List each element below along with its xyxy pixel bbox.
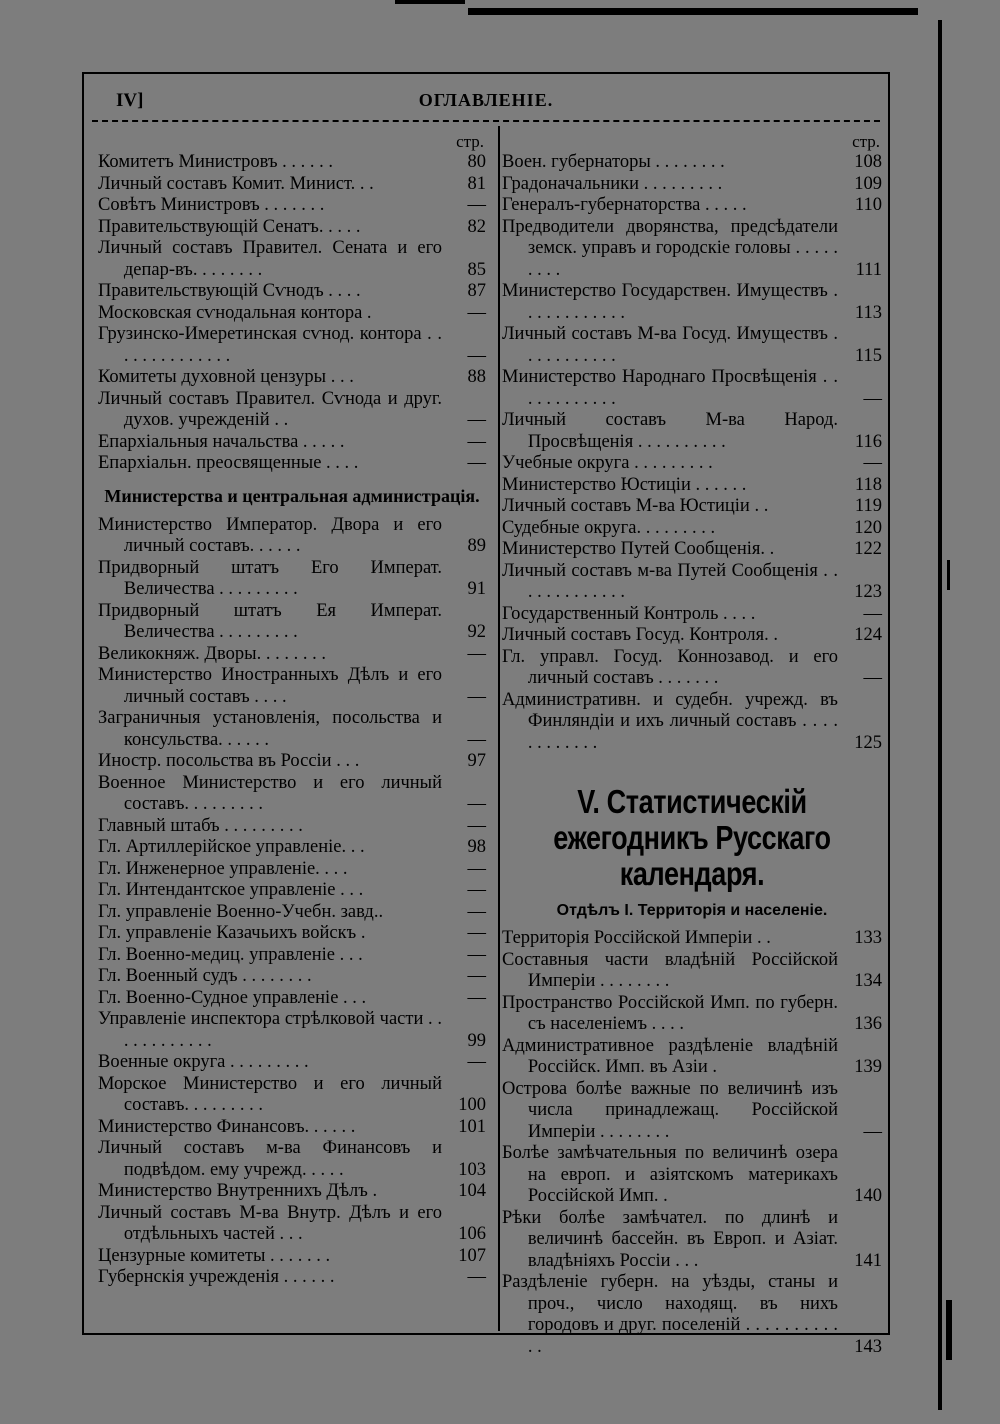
toc-entry-page: 141 [854, 1250, 882, 1271]
toc-entry-page: 125 [854, 732, 882, 753]
toc-entry [502, 561, 882, 604]
toc-entry [502, 410, 882, 453]
toc-entry [98, 859, 486, 881]
toc-entry-page: 81 [467, 173, 486, 194]
column-divider [498, 126, 500, 1331]
toc-entry-page: — [467, 453, 486, 473]
toc-entry [98, 816, 486, 838]
toc-entry-title: Епархіальныя начальства . . . . . [98, 431, 345, 452]
page-edge-mark [947, 560, 950, 590]
toc-entry-page: 80 [467, 152, 486, 172]
toc-entry-title: Правительствующій Сѵнодъ . . . . [98, 281, 361, 301]
toc-entry-page: 143 [854, 1336, 882, 1357]
toc-entry-page: 111 [855, 259, 882, 280]
toc-entry-page: — [467, 880, 486, 900]
toc-entry [98, 923, 486, 945]
toc-entry [98, 432, 486, 454]
toc-entry-page: 89 [467, 536, 486, 556]
page-edge-mark [946, 1300, 952, 1360]
toc-entry-page: 98 [467, 837, 486, 857]
toc-entry-title: Раздѣленіе губерн. на уѣзды, станы и проч., число находящ. въ нихъ городовъ и друг. поселеній . . . . . . . . . . . . [502, 1272, 838, 1357]
toc-entry-page: 136 [854, 1014, 882, 1034]
toc-entry-title: Министерство Юстиціи . . . . . . [502, 474, 747, 495]
toc-entry [98, 1138, 486, 1181]
toc-entry [98, 367, 486, 389]
toc-entry-title: Министерство Финансовъ. . . . . . [98, 1116, 356, 1137]
toc-entry-title: Губернскія учрежденія . . . . . . [98, 1267, 335, 1287]
toc-entry-page: — [863, 388, 882, 409]
toc-entry-page: 123 [854, 582, 882, 602]
toc-entry-page: 104 [458, 1181, 486, 1201]
toc-entry-title: Придворный штатъ Ея Императ. Величества . . . . . . . . . [98, 600, 442, 642]
toc-entry-page: 99 [467, 1030, 486, 1051]
toc-entry [502, 496, 882, 518]
toc-entry [98, 238, 486, 281]
toc-entry-page: — [467, 794, 486, 814]
toc-entry-page: — [467, 987, 486, 1008]
toc-entry [98, 945, 486, 967]
toc-entry-title: Гл. Инженерное управленіе. . . . [98, 858, 348, 879]
toc-entry-title: Гл. Интендантское управленіе . . . [98, 880, 364, 900]
toc-entry-page: — [467, 195, 486, 215]
toc-entry [98, 1117, 486, 1139]
toc-entry [502, 367, 882, 410]
toc-entry [98, 515, 486, 558]
toc-entry-page: 100 [458, 1095, 486, 1115]
toc-entry-page: — [863, 603, 882, 624]
page-number: IV] [116, 90, 144, 111]
toc-entry [98, 966, 486, 988]
toc-entry [98, 880, 486, 902]
toc-entry-title: Предводители дворянства, предсѣдатели земск. управъ и городскіе головы . . . . . . . . . [502, 216, 838, 280]
toc-entry-title: Министерство Государствен. Имуществъ . . . . . . . . . . . . [502, 281, 838, 323]
toc-entry-page: 82 [467, 216, 486, 237]
toc-entry [502, 539, 882, 561]
toc-entry [502, 647, 882, 690]
toc-entry [98, 751, 486, 773]
toc-entry [98, 174, 486, 196]
toc-entry-page: — [863, 453, 882, 473]
toc-entry-page: 113 [854, 302, 882, 323]
toc-entry [502, 625, 882, 647]
toc-entry-title: Гл. Военный судъ . . . . . . . . [98, 966, 312, 986]
toc-entry-title: Военное Министерство и его личный составъ. . . . . . . . . [98, 772, 442, 814]
toc-entry-title: Личный составъ Правител. Сената и его депар-въ. . . . . . . . [98, 238, 442, 280]
toc-entry-title: Личный составъ Госуд. Контроля. . [502, 625, 778, 645]
toc-entry-title: Совѣтъ Министровъ . . . . . . . [98, 195, 325, 215]
toc-entry [98, 988, 486, 1010]
page-frame [82, 72, 890, 1357]
toc-entry [98, 195, 486, 217]
toc-entry [502, 475, 882, 497]
toc-entry-title: Комитетъ Министровъ . . . . . . [98, 152, 334, 172]
toc-entry [98, 281, 486, 303]
toc-entry-title: Рѣки болѣе замѣчател. по длинѣ и величинѣ бассейн. въ Европ. и Азіат. владѣніяхъ Россіи . . . [502, 1207, 838, 1271]
toc-entry-page: — [467, 944, 486, 965]
toc-entry-page: 139 [854, 1057, 882, 1077]
page-edge-line [938, 20, 942, 1410]
toc-entry-page: 120 [854, 517, 882, 538]
toc-entry [502, 152, 882, 174]
toc-entry-title: Учебные округа . . . . . . . . . [502, 453, 713, 473]
toc-entry-page: — [467, 923, 486, 943]
toc-entry-page: 88 [467, 367, 486, 387]
toc-entry-title: Гл. управленіе Военно-Учебн. завд.. [98, 901, 384, 922]
header-rule [92, 120, 880, 122]
toc-entry [98, 217, 486, 239]
page-header [84, 90, 888, 116]
toc-entry-page: 133 [854, 928, 882, 948]
toc-entry-page: — [467, 302, 486, 323]
toc-entry-title: Министерство Иностранныхъ Дѣлъ и его личный составъ . . . . [98, 665, 442, 707]
toc-entry-page: — [467, 901, 486, 922]
toc-entry-title: Грузинско-Имеретинская сѵнод. контора . . . . . . . . . . . . . . [98, 324, 442, 366]
toc-entry-title: Градоначальники . . . . . . . . . [502, 173, 723, 194]
toc-entry-page: 134 [854, 971, 882, 991]
toc-entry-page: — [467, 643, 486, 664]
toc-entry-title: Личный составъ м-ва Финансовъ и подвѣдом. ему учрежд. . . . . [98, 1138, 442, 1180]
toc-entry-title: Личный составъ М-ва Госуд. Имуществъ . . . . . . . . . . . [502, 324, 838, 366]
toc-entry-page: 97 [467, 751, 486, 771]
toc-entry [502, 281, 882, 324]
toc-entry [98, 1246, 486, 1268]
toc-entry-page: 140 [854, 1186, 882, 1206]
toc-entry-title: Болѣе замѣчательныя по величинѣ озера на европ. и азіятскомъ материкахъ Россійской Имп. . [502, 1143, 838, 1206]
toc-entry [502, 217, 882, 282]
page-title: ОГЛАВЛЕНІЕ. [418, 90, 554, 110]
toc-entry [502, 928, 882, 950]
toc-entry-page: — [863, 1121, 882, 1142]
toc-entry-title: Воен. губернаторы . . . . . . . . [502, 152, 725, 172]
toc-entry [98, 837, 486, 859]
toc-entry-page: — [467, 686, 486, 707]
toc-entry-title: Личный составъ М-ва Внутр. Дѣлъ и его отдѣльныхъ частей . . . [98, 1202, 442, 1244]
toc-entry [98, 773, 486, 816]
toc-entry-page: 107 [458, 1245, 486, 1266]
toc-entry-title: Гл. Военно-Судное управленіе . . . [98, 987, 367, 1008]
toc-entry-title: Московская сѵнодальная контора . [98, 302, 372, 323]
toc-entry [98, 152, 486, 174]
toc-entry [98, 601, 486, 644]
page-label: стр. [852, 132, 880, 151]
toc-entry-title: Генералъ-губернаторства . . . . . [502, 195, 747, 215]
toc-entry-page: — [467, 815, 486, 836]
toc-entry-page: — [467, 729, 486, 750]
toc-entry-page: 101 [458, 1116, 486, 1137]
toc-entry [502, 453, 882, 475]
toc-entry-title: Личный составъ м-ва Путей Сообщенія . . . . . . . . . . . . . [502, 560, 838, 602]
toc-entry-page: 124 [854, 625, 882, 645]
toc-entry [502, 195, 882, 217]
toc-entry-title: Личный составъ М-ва Народ. Просвѣщенія . . . . . . . . . . [502, 410, 838, 452]
toc-entry-title: Административн. и судебн. учрежд. въ Финляндіи и ихъ личный составъ . . . . . . . . . . . . [502, 689, 838, 753]
toc-entry-title: Судебные округа. . . . . . . . . [502, 517, 716, 538]
toc-entry [98, 389, 486, 432]
top-edge-bar [468, 8, 918, 15]
toc-entry-title: Государственный Контроль . . . . [502, 603, 756, 624]
toc-entry-title: Морское Министерство и его личный составъ. . . . . . . . . [98, 1073, 442, 1115]
toc-entry-title: Территорія Россійской Имперіи . . [502, 928, 771, 948]
toc-entry-page: 108 [854, 152, 882, 172]
toc-entry-title: Придворный штатъ Его Императ. Величества . . . . . . . . . [98, 557, 442, 599]
toc-entry [98, 1267, 486, 1289]
toc-entry-page: 106 [458, 1224, 486, 1244]
toc-entry-page: — [467, 966, 486, 986]
toc-entry [98, 708, 486, 751]
toc-entry-page: 118 [854, 474, 882, 495]
toc-entry-page: — [467, 345, 486, 366]
toc-entry-title: Великокняж. Дворы. . . . . . . . [98, 643, 326, 664]
toc-entry [502, 518, 882, 540]
toc-entry [502, 1272, 882, 1358]
toc-entry [502, 1143, 882, 1208]
toc-entry [502, 950, 882, 993]
toc-entry-page: 110 [854, 195, 882, 215]
toc-entry-title: Острова болѣе важные по величинѣ изъ числа принадлежащ. Россійской Имперіи . . . . . . . . [502, 1078, 838, 1142]
toc-entry-page: 119 [854, 496, 882, 516]
subsection-heading: Отдѣлъ I. Территорія и населеніе. [556, 902, 828, 919]
toc-entry [502, 1079, 882, 1144]
toc-entry-page: — [467, 1052, 486, 1072]
toc-entry-title: Личный составъ Правител. Сѵнода и друг. духов. учрежденій . . [98, 388, 442, 430]
toc-entry [502, 993, 882, 1036]
toc-entry-title: Составныя части владѣній Россійской Имперіи . . . . . . . . [502, 949, 838, 991]
toc-entry-title: Главный штабъ . . . . . . . . . [98, 815, 303, 836]
toc-entry-page: — [467, 431, 486, 452]
toc-entry-title: Министерство Народнаго Просвѣщенія . . . . . . . . . . . . [502, 367, 838, 409]
toc-entry-title: Заграничныя установленія, посольства и консульства. . . . . . [98, 708, 442, 750]
toc-entry-page: — [467, 410, 486, 430]
toc-entry-title: Гл. управл. Госуд. Коннозавод. и его личный составъ . . . . . . . [502, 646, 838, 688]
toc-entry-title: Военные округа . . . . . . . . . [98, 1052, 309, 1072]
toc-entry-page: 92 [467, 622, 486, 642]
toc-entry-page: — [467, 1267, 486, 1287]
toc-entry-title: Гл. управленіе Казачьихъ войскъ . [98, 923, 366, 943]
toc-entry [502, 690, 882, 755]
toc-entry [98, 1203, 486, 1246]
toc-entry-title: Министерство Внутреннихъ Дѣлъ . [98, 1181, 378, 1201]
toc-entry-title: Комитеты духовной цензуры . . . [98, 367, 354, 387]
toc-entry-page: 115 [854, 345, 882, 366]
page-label: стр. [456, 132, 484, 151]
toc-entry-title: Епархіальн. преосвященные . . . . [98, 453, 359, 473]
toc-entry [502, 174, 882, 196]
top-edge-mark [395, 0, 465, 4]
toc-entry [502, 324, 882, 367]
toc-entry-title: Цензурные комитеты . . . . . . . [98, 1245, 331, 1266]
toc-entry-page: — [467, 858, 486, 879]
toc-entry [98, 1181, 486, 1203]
toc-entry [98, 558, 486, 601]
toc-entry-page: — [863, 668, 882, 688]
toc-entry-page: 91 [467, 579, 486, 599]
toc-entry-title: Министерство Император. Двора и его личный составъ. . . . . . [98, 514, 442, 556]
toc-entry-title: Гл. Военно-медиц. управленіе . . . [98, 944, 363, 965]
toc-entry [98, 902, 486, 924]
right-column [502, 132, 882, 1358]
toc-entry-title: Правительствующій Сенатъ. . . . . [98, 216, 361, 237]
toc-entry-title: Пространство Россійской Имп. по губерн. съ населеніемъ . . . . [502, 992, 838, 1034]
section-heading: Министерства и центральная администрація. [104, 485, 480, 506]
toc-entry [98, 1009, 486, 1052]
toc-entry-title: Гл. Артиллерійское управленіе. . . [98, 837, 365, 857]
toc-entry-page: 116 [854, 431, 882, 452]
toc-entry [98, 644, 486, 666]
toc-entry-title: Личный составъ М-ва Юстиціи . . [502, 496, 769, 516]
toc-entry [98, 453, 486, 475]
toc-entry [502, 1208, 882, 1273]
toc-entry-page: 122 [854, 539, 882, 559]
toc-entry [98, 665, 486, 708]
toc-entry [98, 303, 486, 325]
toc-entry-page: 109 [854, 173, 882, 194]
toc-entry-page: 103 [458, 1159, 486, 1180]
toc-entry-page: 87 [467, 281, 486, 301]
part-heading: V. Статистическій ежегодникъ Русскаго календаря. [553, 783, 831, 892]
toc-entry [98, 324, 486, 367]
toc-entry [502, 604, 882, 626]
toc-entry [502, 1036, 882, 1079]
toc-entry [98, 1074, 486, 1117]
toc-entry-title: Управленіе инспектора стрѣлковой части . . . . . . . . . . . . [98, 1009, 442, 1051]
toc-entry-title: Министерство Путей Сообщенія. . [502, 539, 775, 559]
toc-entry-title: Административное раздѣленіе владѣній Россійск. Имп. въ Азіи . [502, 1035, 838, 1077]
toc-entry-page: 85 [467, 259, 486, 280]
toc-entry-title: Иностр. посольства въ Россіи . . . [98, 751, 360, 771]
toc-entry [98, 1052, 486, 1074]
left-column [98, 132, 486, 1289]
toc-entry-title: Личный составъ Комит. Минист. . . [98, 173, 374, 194]
